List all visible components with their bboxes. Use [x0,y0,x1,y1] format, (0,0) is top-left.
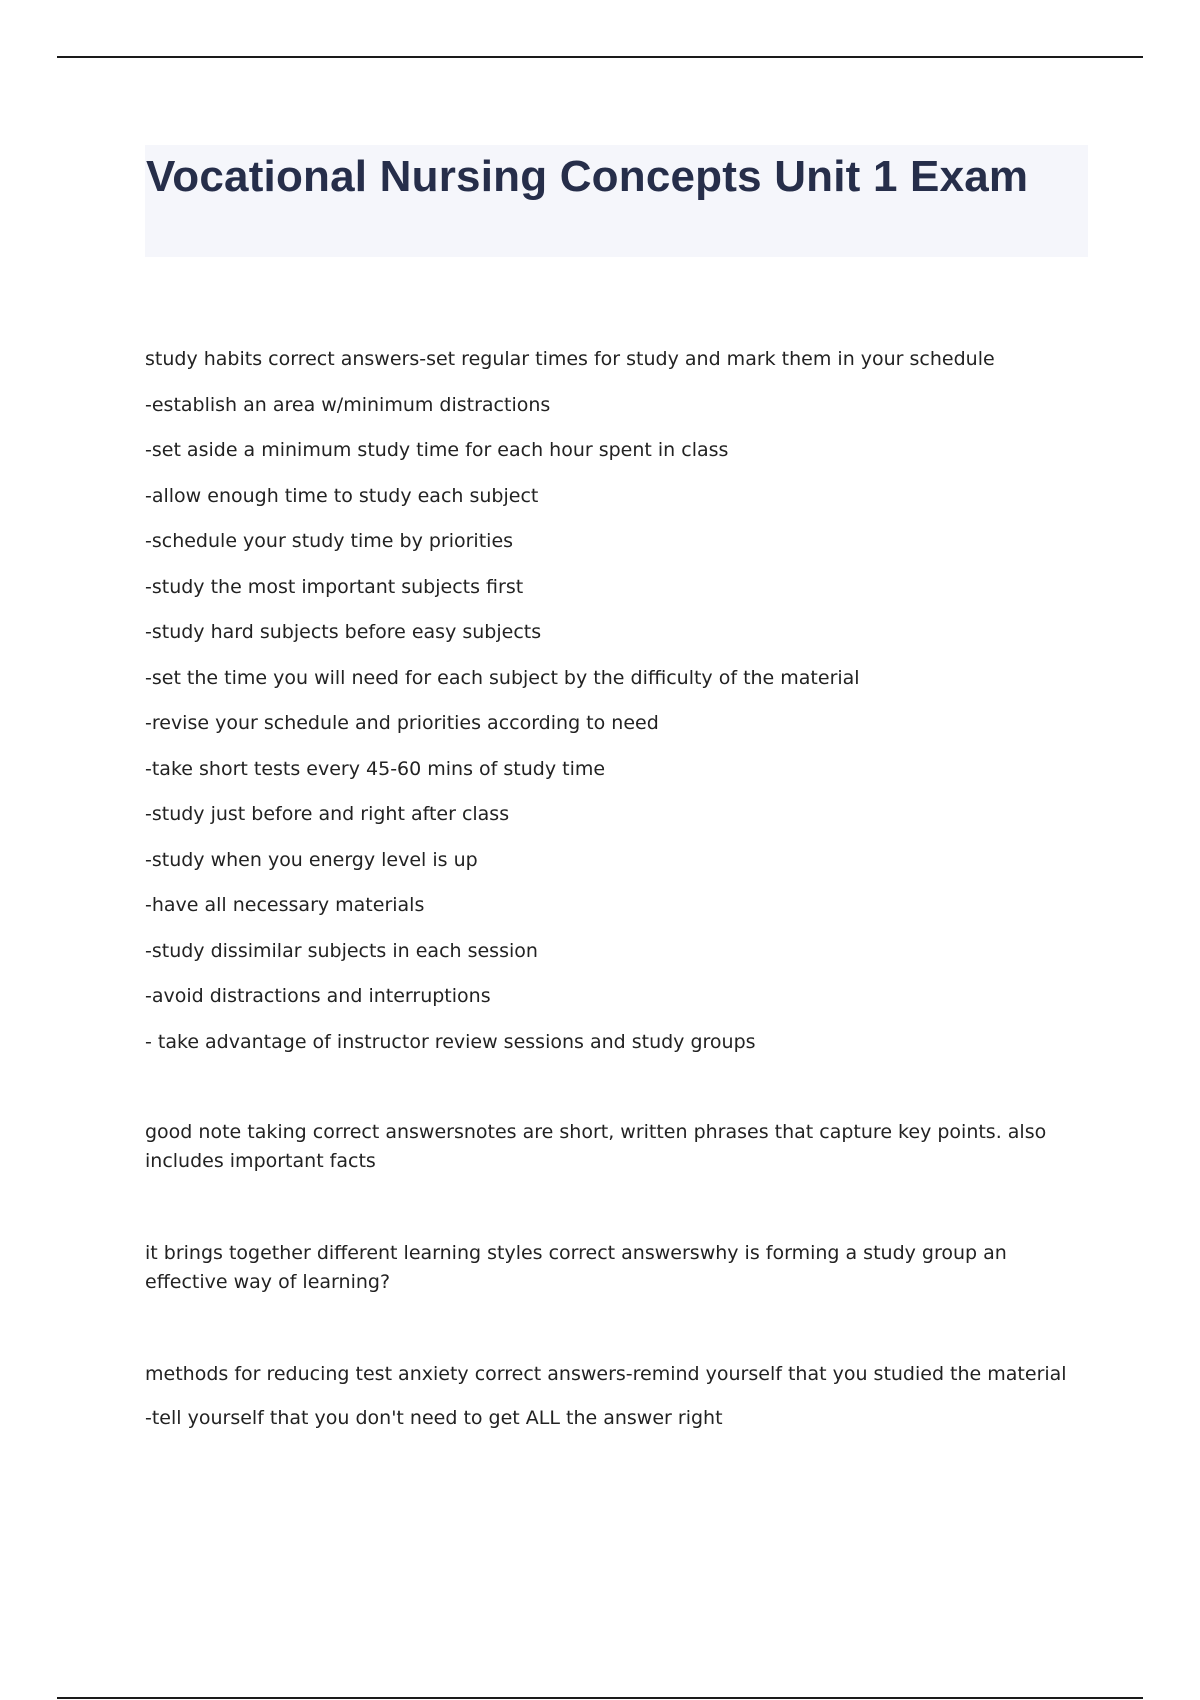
document-body [145,0,1085,1700]
test-anxiety-lead: methods for reducing test anxiety correct answers-remind yourself that you studied the material [145,1363,1067,1385]
study-habits-item: -set aside a minimum study time for each hour spent in class [145,439,729,461]
study-habits-item: -schedule your study time by priorities [145,530,514,552]
study-habits-item: -allow enough time to study each subject [145,485,539,507]
study-habits-item: -revise your schedule and priorities according to need [145,712,659,734]
study-habits-item: - take advantage of instructor review sessions and study groups [145,1031,756,1053]
footer-rule [57,1697,1143,1699]
study-habits-lead: study habits correct answers-set regular times for study and mark them in your schedule [145,348,995,370]
study-habits-item: -study just before and right after class [145,803,510,825]
study-habits-item: -avoid distractions and interruptions [145,985,491,1007]
test-anxiety-item: -tell yourself that you don't need to get ALL the answer right [145,1407,723,1429]
study-habits-item: -study hard subjects before easy subjects [145,621,542,643]
study-group-entry: it brings together different learning styles correct answerswhy is forming a study group an effective way of learning? [145,1242,1007,1293]
study-habits-item: -study the most important subjects first [145,576,524,598]
page-title: Vocational Nursing Concepts Unit 1 Exam [146,152,1029,201]
study-habits-item: -set the time you will need for each subject by the difficulty of the material [145,667,860,689]
study-habits-item: -study dissimilar subjects in each session [145,940,538,962]
study-habits-item: -study when you energy level is up [145,849,478,871]
study-habits-item: -take short tests every 45-60 mins of study time [145,758,606,780]
study-habits-item: -have all necessary materials [145,894,425,916]
study-habits-item: -establish an area w/minimum distractions [145,394,551,416]
note-taking-entry: good note taking correct answersnotes are short, written phrases that capture key points. also includes important facts [145,1121,1047,1172]
